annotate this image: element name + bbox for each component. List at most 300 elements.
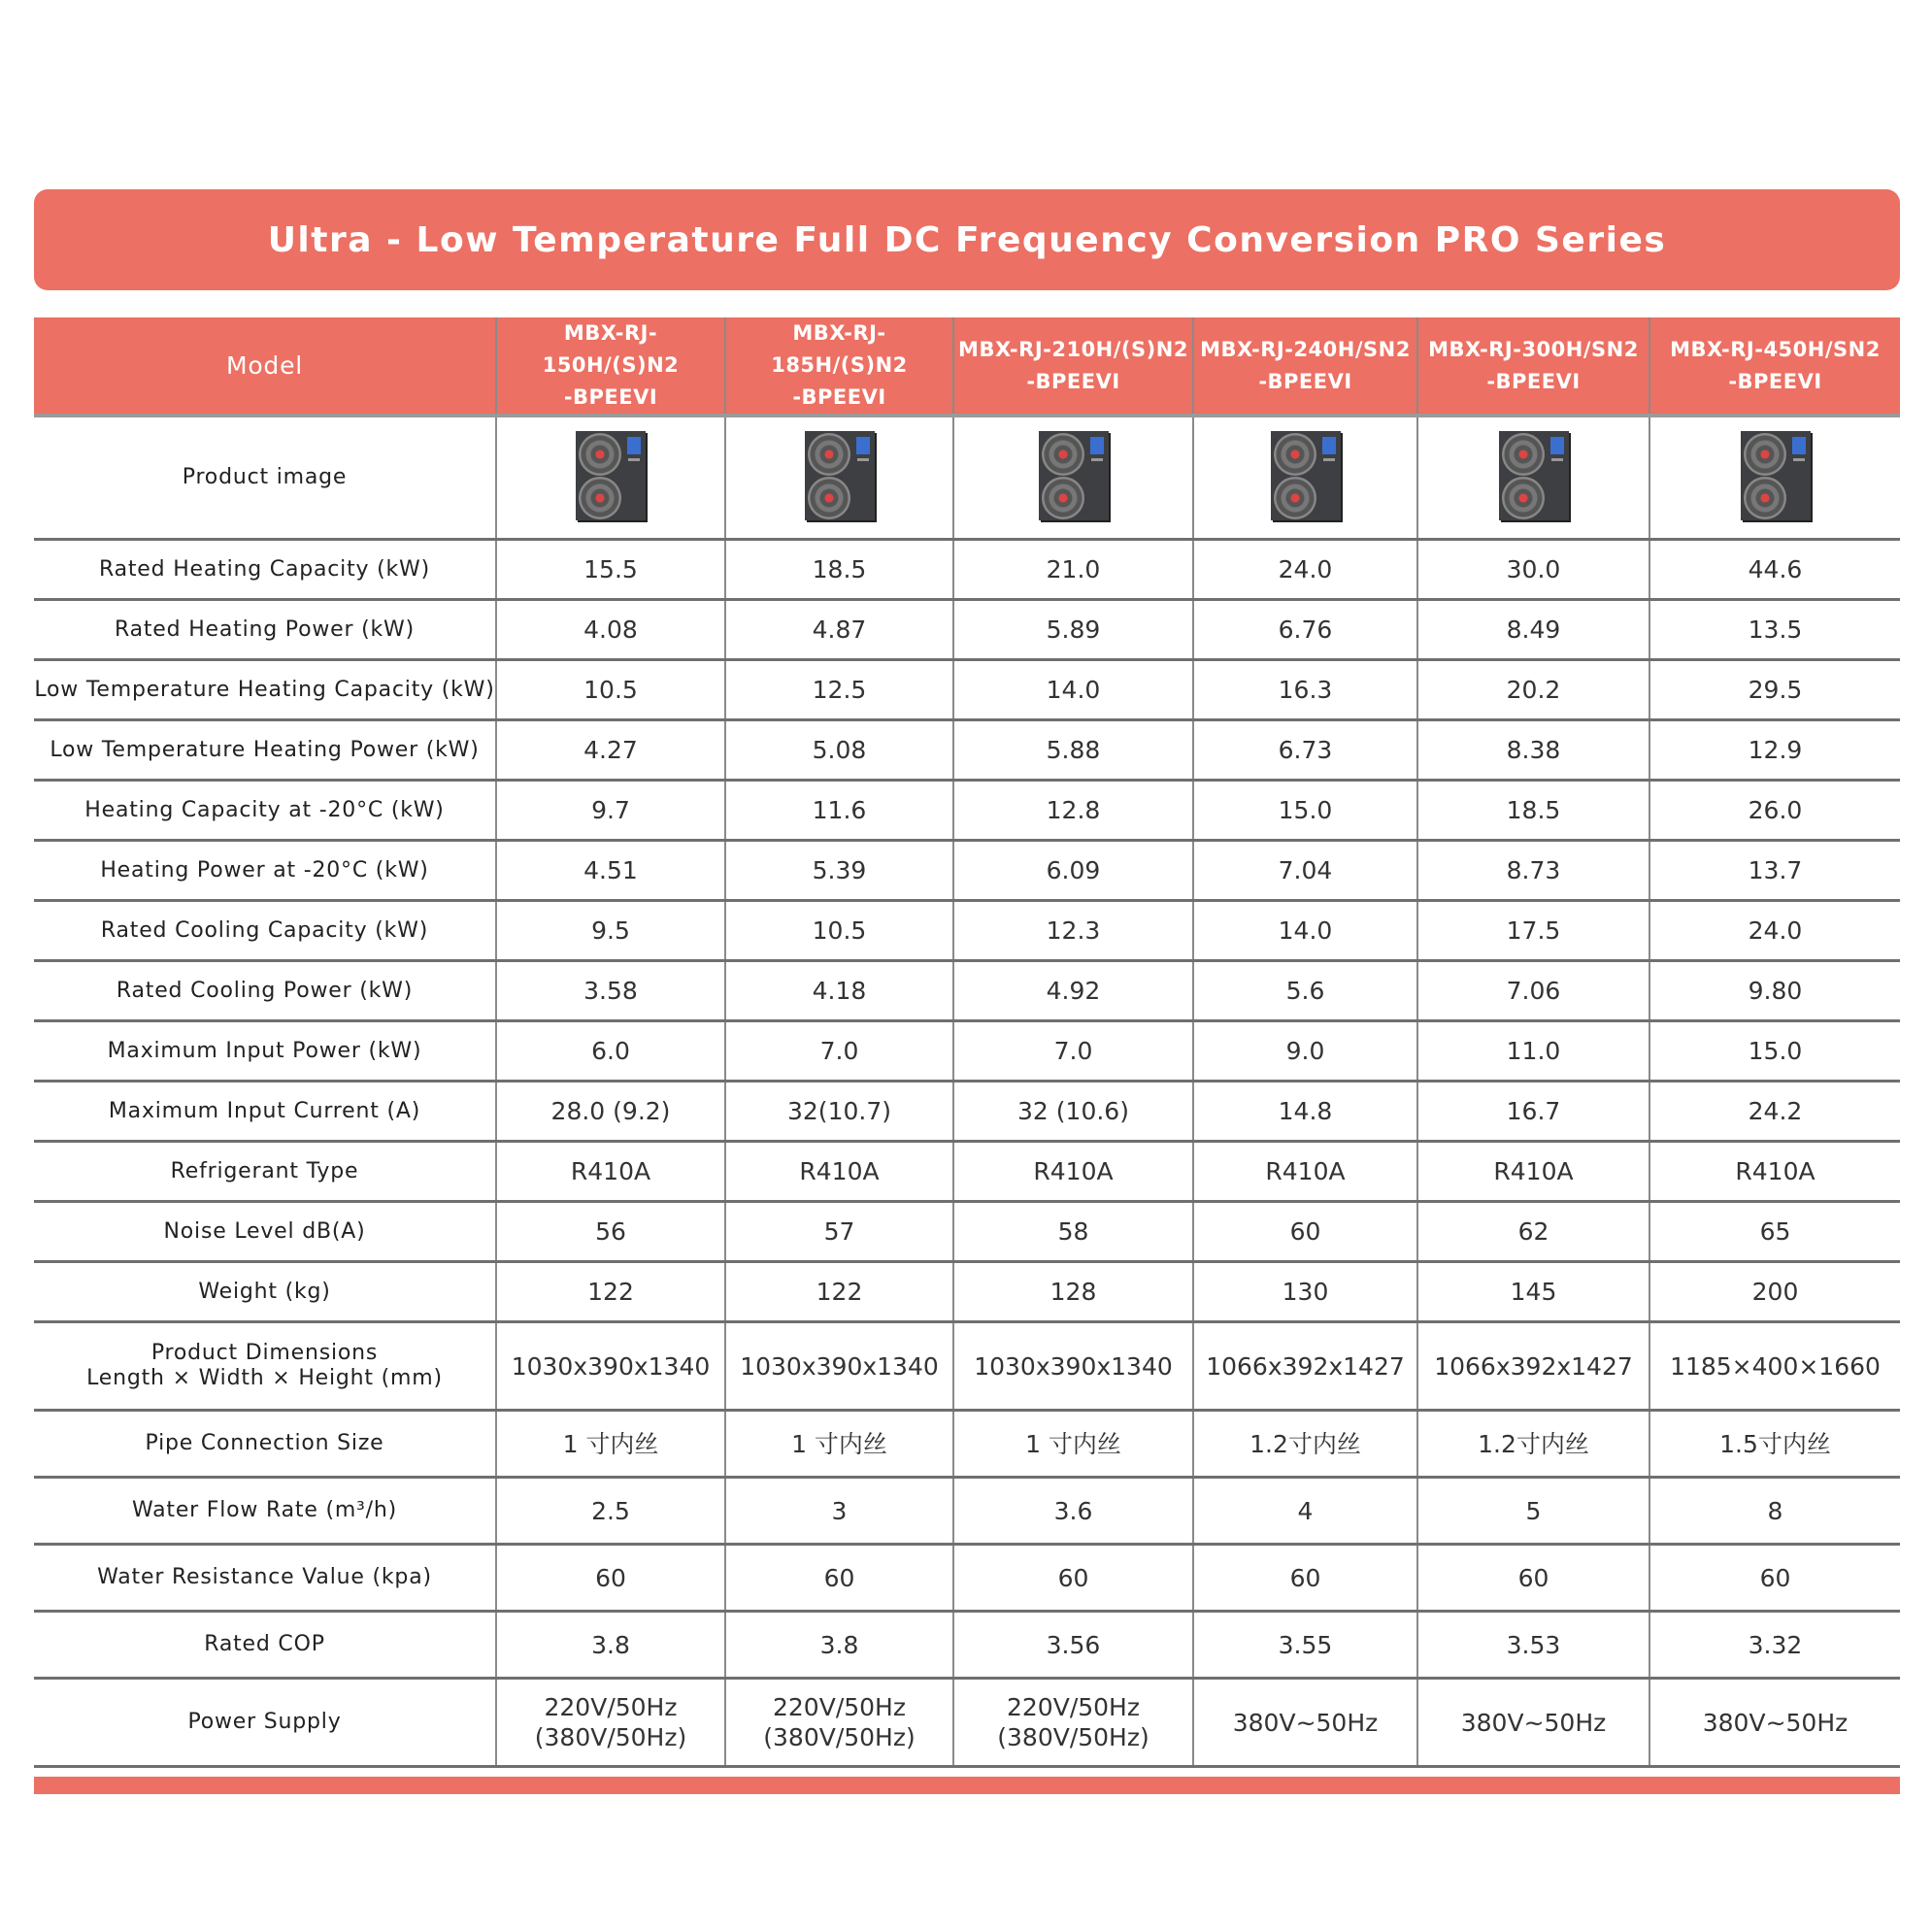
- spec-table-body: [34, 317, 1900, 1767]
- spec-value-text: 60: [1057, 1563, 1089, 1592]
- spec-value-text: (380V/50Hz): [997, 1723, 1149, 1751]
- spec-row: [34, 961, 1900, 1021]
- spec-label: [34, 781, 496, 841]
- spec-value: [1193, 1082, 1417, 1142]
- spec-row: [34, 540, 1900, 600]
- spec-value: [1193, 781, 1417, 841]
- spec-value-text: 18.5: [1506, 796, 1561, 824]
- spec-value: [1649, 1612, 1900, 1679]
- spec-row: [34, 1021, 1900, 1082]
- spec-label: [34, 901, 496, 961]
- spec-value-text: 5.6: [1285, 977, 1325, 1005]
- spec-value: [725, 841, 953, 901]
- heat-pump-unit-icon: [805, 431, 875, 520]
- model-name-line: -BPEEVI: [1728, 369, 1822, 393]
- spec-value: [1417, 1679, 1649, 1767]
- spec-value-text: 8: [1767, 1496, 1783, 1525]
- product-image-cell: [953, 416, 1193, 540]
- product-image-cell: [1649, 416, 1900, 540]
- spec-label-text: Refrigerant Type: [170, 1158, 359, 1183]
- spec-value-text: 3.32: [1748, 1630, 1803, 1659]
- spec-row: [34, 1262, 1900, 1322]
- spec-value: [953, 1411, 1193, 1478]
- spec-value: [1417, 540, 1649, 600]
- model-header-cell: [1649, 317, 1900, 416]
- spec-value: [496, 1082, 725, 1142]
- spec-value-text: 4.27: [583, 736, 638, 764]
- spec-value-text: 128: [1049, 1278, 1097, 1306]
- header-row: [34, 317, 1900, 416]
- spec-value: [1193, 1021, 1417, 1082]
- spec-value-text: 11.6: [812, 796, 867, 824]
- spec-value-text: 9.5: [591, 916, 630, 945]
- spec-value-text: 5: [1525, 1496, 1542, 1525]
- spec-label-text: Pipe Connection Size: [145, 1431, 384, 1455]
- spec-label: [34, 720, 496, 781]
- title-banner: [34, 189, 1900, 290]
- model-name-line: -BPEEVI: [792, 385, 886, 409]
- model-header-cell: [1193, 317, 1417, 416]
- spec-value-text: 1.2寸内丝: [1249, 1429, 1361, 1458]
- spec-value: [953, 781, 1193, 841]
- spec-label: [34, 1679, 496, 1767]
- spec-value: [496, 1021, 725, 1082]
- product-image-cell: [1193, 416, 1417, 540]
- spec-label-text: Water Flow Rate (m³/h): [131, 1498, 398, 1522]
- spec-value-text: 7.0: [819, 1037, 859, 1065]
- spec-label-text: Rated Heating Power (kW): [115, 616, 415, 642]
- spec-value: [1649, 540, 1900, 600]
- spec-value-text: 130: [1282, 1278, 1329, 1306]
- spec-value: [496, 600, 725, 660]
- spec-value-text: 6.76: [1278, 616, 1333, 644]
- spec-value: [1649, 1478, 1900, 1545]
- spec-value-text: 10.5: [583, 676, 638, 704]
- spec-value-text: 4.08: [583, 616, 638, 644]
- spec-value-text: 8.38: [1506, 736, 1561, 764]
- spec-value: [953, 720, 1193, 781]
- spec-value-text: 16.3: [1278, 676, 1333, 704]
- spec-value: [1649, 1411, 1900, 1478]
- spec-value: [496, 720, 725, 781]
- spec-value-text: 65: [1759, 1217, 1791, 1246]
- spec-value-text: 12.8: [1046, 796, 1101, 824]
- spec-value-text: 1.2寸内丝: [1478, 1429, 1589, 1458]
- spec-value-text: 24.0: [1278, 555, 1333, 583]
- spec-value-text: R410A: [1735, 1157, 1815, 1185]
- spec-value: [1649, 660, 1900, 720]
- spec-value-text: 3.8: [591, 1630, 630, 1659]
- spec-label-text: Heating Power at -20°C (kW): [100, 857, 429, 883]
- spec-value-text: 1 寸内丝: [562, 1429, 659, 1458]
- spec-label: [34, 1478, 496, 1545]
- spec-value: [1649, 1545, 1900, 1612]
- spec-value-text: 3.58: [583, 977, 638, 1005]
- spec-value-text: 14.0: [1046, 676, 1101, 704]
- spec-value-text: 44.6: [1748, 555, 1803, 583]
- spec-value-text: 5.39: [812, 856, 867, 884]
- spec-value-text: 3.53: [1506, 1630, 1561, 1659]
- spec-row: [34, 1322, 1900, 1411]
- spec-row: [34, 600, 1900, 660]
- spec-value-text: 4.18: [812, 977, 867, 1005]
- spec-value-text: 3.56: [1046, 1630, 1101, 1659]
- spec-value-text: 13.7: [1748, 856, 1803, 884]
- spec-value: [725, 901, 953, 961]
- spec-value-text: 1066x392x1427: [1434, 1351, 1633, 1381]
- model-header-cell: [496, 317, 725, 416]
- spec-value: [1193, 1202, 1417, 1262]
- spec-value: [1649, 720, 1900, 781]
- spec-value-text: 58: [1057, 1217, 1089, 1246]
- spec-label: [34, 660, 496, 720]
- spec-value-text: 5.08: [812, 736, 867, 764]
- spec-value-text: 17.5: [1506, 916, 1561, 945]
- spec-value: [1193, 600, 1417, 660]
- spec-value: [953, 961, 1193, 1021]
- spec-value: [1417, 660, 1649, 720]
- spec-value: [953, 1612, 1193, 1679]
- spec-value: [1193, 1322, 1417, 1411]
- spec-value-text: 14.8: [1278, 1097, 1333, 1125]
- spec-value-text: 8.73: [1506, 856, 1561, 884]
- spec-value-text: 4.92: [1046, 977, 1101, 1005]
- spec-value-text: 24.0: [1748, 916, 1803, 945]
- spec-label: [34, 600, 496, 660]
- spec-value: [725, 1202, 953, 1262]
- spec-value-text: 60: [1289, 1217, 1321, 1246]
- spec-value-text: 7.06: [1506, 977, 1561, 1005]
- spec-value: [953, 1262, 1193, 1322]
- spec-value-text: (380V/50Hz): [534, 1723, 687, 1751]
- spec-label-text: Water Resistance Value (kpa): [97, 1565, 432, 1589]
- spec-label: [34, 1322, 496, 1411]
- spec-value-text: 4: [1297, 1496, 1314, 1525]
- spec-value: [496, 1262, 725, 1322]
- spec-value-text: 12.5: [812, 676, 867, 704]
- spec-value: [1193, 1612, 1417, 1679]
- product-image-cell: [1417, 416, 1649, 540]
- spec-value-text: 1.5寸内丝: [1719, 1429, 1831, 1458]
- model-header-cell: [725, 317, 953, 416]
- spec-row: [34, 901, 1900, 961]
- spec-value: [1649, 600, 1900, 660]
- spec-label: [34, 1142, 496, 1202]
- spec-value: [953, 1322, 1193, 1411]
- spec-value-text: 3.55: [1278, 1630, 1333, 1659]
- spec-value: [496, 660, 725, 720]
- spec-label: [34, 1082, 496, 1142]
- model-name-line: -BPEEVI: [1486, 369, 1581, 393]
- spec-row: [34, 1679, 1900, 1767]
- spec-value-text: 16.7: [1506, 1097, 1561, 1125]
- spec-value: [1649, 1142, 1900, 1202]
- spec-value: [1649, 1322, 1900, 1411]
- spec-row: [34, 781, 1900, 841]
- spec-value: [496, 1202, 725, 1262]
- spec-value-text: 32(10.7): [787, 1097, 891, 1125]
- spec-value: [725, 1679, 953, 1767]
- spec-value-text: 60: [1517, 1563, 1549, 1592]
- spec-value-text: 15.0: [1278, 796, 1333, 824]
- spec-value-text: 200: [1751, 1278, 1799, 1306]
- spec-value: [725, 540, 953, 600]
- spec-row: [34, 841, 1900, 901]
- spec-value-text: 4.87: [812, 616, 867, 644]
- spec-value-text: 13.5: [1748, 616, 1803, 644]
- spec-value: [953, 600, 1193, 660]
- spec-value-text: R410A: [1265, 1157, 1346, 1185]
- spec-value-text: R410A: [570, 1157, 651, 1185]
- spec-value: [496, 1322, 725, 1411]
- spec-value-text: 9.0: [1285, 1037, 1325, 1065]
- spec-value-text: 4.51: [583, 856, 638, 884]
- spec-value-text: 15.5: [583, 555, 638, 583]
- spec-row: [34, 1142, 1900, 1202]
- spec-value-text: 14.0: [1278, 916, 1333, 945]
- spec-value-text: 3: [831, 1496, 848, 1525]
- spec-value: [953, 841, 1193, 901]
- spec-value: [953, 1142, 1193, 1202]
- model-name-line: MBX-RJ-185H/(S)N2: [771, 321, 908, 377]
- spec-value: [1417, 1478, 1649, 1545]
- spec-value-text: 62: [1517, 1217, 1549, 1246]
- spec-value: [1417, 600, 1649, 660]
- spec-value: [1417, 1411, 1649, 1478]
- spec-value-text: 380V~50Hz: [1460, 1708, 1607, 1737]
- model-name-line: MBX-RJ-300H/SN2: [1428, 337, 1639, 361]
- product-image-cell: [496, 416, 725, 540]
- spec-table: [34, 317, 1900, 1768]
- spec-value-text: 220V/50Hz: [544, 1693, 678, 1721]
- page-title: Ultra - Low Temperature Full DC Frequency Conversion PRO Series: [267, 219, 1667, 260]
- spec-value-text: 29.5: [1748, 676, 1803, 704]
- product-image-cell: [725, 416, 953, 540]
- spec-value-text: 1 寸内丝: [791, 1429, 887, 1458]
- spec-value-text: 56: [595, 1217, 626, 1246]
- spec-value: [1417, 901, 1649, 961]
- spec-value: [496, 781, 725, 841]
- spec-value-text: 9.7: [591, 796, 630, 824]
- header-label: Model: [34, 317, 496, 416]
- spec-value: [1649, 1082, 1900, 1142]
- spec-value: [725, 1322, 953, 1411]
- spec-value-text: 6.09: [1046, 856, 1101, 884]
- spec-label-text: Low Temperature Heating Capacity (kW): [34, 677, 495, 702]
- spec-value-text: R410A: [1493, 1157, 1574, 1185]
- spec-value: [496, 1142, 725, 1202]
- spec-label-text: Maximum Input Power (kW): [107, 1038, 422, 1063]
- spec-value: [1417, 720, 1649, 781]
- spec-value: [1193, 841, 1417, 901]
- spec-value: [1417, 1082, 1649, 1142]
- spec-value-text: 145: [1510, 1278, 1557, 1306]
- spec-value-text: 8.49: [1506, 616, 1561, 644]
- spec-value: [1193, 720, 1417, 781]
- model-name-line: MBX-RJ-240H/SN2: [1200, 337, 1411, 361]
- spec-value-text: 60: [823, 1563, 855, 1592]
- spec-value: [496, 961, 725, 1021]
- spec-value: [1649, 1679, 1900, 1767]
- spec-value: [496, 1545, 725, 1612]
- spec-value: [1417, 1262, 1649, 1322]
- spec-label-text: Rated COP: [204, 1632, 325, 1656]
- model-name-line: -BPEEVI: [563, 385, 658, 409]
- spec-value-text: 122: [816, 1278, 863, 1306]
- spec-value-text: 1066x392x1427: [1206, 1351, 1405, 1381]
- spec-value-text: 6.73: [1278, 736, 1333, 764]
- spec-value-text: 28.0 (9.2): [550, 1097, 671, 1125]
- spec-value-text: 15.0: [1748, 1037, 1803, 1065]
- spec-value: [496, 1679, 725, 1767]
- spec-value-text: R410A: [1033, 1157, 1114, 1185]
- spec-value-text: 12.9: [1748, 736, 1803, 764]
- spec-value-text: 7.0: [1053, 1037, 1093, 1065]
- spec-label: [34, 1021, 496, 1082]
- spec-value-text: 6.0: [591, 1037, 630, 1065]
- spec-value-text: 60: [1289, 1563, 1321, 1592]
- spec-value-text: 1030x390x1340: [740, 1351, 939, 1381]
- spec-value-text: 5.89: [1046, 616, 1101, 644]
- spec-value-text: 380V~50Hz: [1232, 1708, 1379, 1737]
- spec-row: [34, 1411, 1900, 1478]
- model-name-line: MBX-RJ-150H/(S)N2: [542, 321, 680, 377]
- spec-value: [1417, 1142, 1649, 1202]
- spec-value: [1417, 1021, 1649, 1082]
- spec-value-text: 1185×400×1660: [1670, 1351, 1881, 1381]
- spec-value: [725, 1411, 953, 1478]
- heat-pump-unit-icon: [1039, 431, 1109, 520]
- spec-value: [496, 1411, 725, 1478]
- spec-value: [725, 1021, 953, 1082]
- spec-value: [1193, 1478, 1417, 1545]
- spec-value: [1417, 1545, 1649, 1612]
- spec-label-text: Length × Width × Height (mm): [86, 1366, 443, 1390]
- spec-value: [953, 1545, 1193, 1612]
- spec-value-text: 18.5: [812, 555, 867, 583]
- spec-value: [725, 781, 953, 841]
- spec-value-text: 220V/50Hz: [1007, 1693, 1140, 1721]
- spec-value-text: R410A: [799, 1157, 880, 1185]
- spec-row: [34, 1545, 1900, 1612]
- spec-value: [1417, 961, 1649, 1021]
- spec-value: [725, 1262, 953, 1322]
- model-name-line: -BPEEVI: [1258, 369, 1352, 393]
- spec-label-text: Heating Capacity at -20°C (kW): [84, 797, 445, 822]
- spec-value-text: 60: [595, 1563, 626, 1592]
- spec-value: [953, 660, 1193, 720]
- spec-value-text: 1030x390x1340: [511, 1351, 711, 1381]
- spec-value: [725, 961, 953, 1021]
- spec-value: [1417, 781, 1649, 841]
- spec-label: [34, 1202, 496, 1262]
- spec-value: [1417, 1612, 1649, 1679]
- spec-label: [34, 1411, 496, 1478]
- product-image-label: Product image: [34, 416, 496, 540]
- spec-row: [34, 1082, 1900, 1142]
- spec-value: [1193, 1679, 1417, 1767]
- spec-label: [34, 1612, 496, 1679]
- spec-value: [1193, 1142, 1417, 1202]
- spec-value: [953, 901, 1193, 961]
- spec-value: [1649, 781, 1900, 841]
- spec-value-text: 60: [1759, 1563, 1791, 1592]
- spec-value: [725, 600, 953, 660]
- spec-value: [725, 1142, 953, 1202]
- spec-value: [1649, 1021, 1900, 1082]
- spec-row: [34, 720, 1900, 781]
- spec-value: [725, 720, 953, 781]
- spec-value: [725, 1082, 953, 1142]
- spec-value-text: 24.2: [1748, 1097, 1803, 1125]
- spec-value-text: 11.0: [1506, 1037, 1561, 1065]
- model-name-line: -BPEEVI: [1026, 369, 1120, 393]
- spec-value: [1649, 961, 1900, 1021]
- spec-value-text: 26.0: [1748, 796, 1803, 824]
- spec-value: [1649, 841, 1900, 901]
- spec-value: [953, 540, 1193, 600]
- spec-label-text: Product Dimensions: [150, 1341, 379, 1365]
- spec-value: [1649, 1262, 1900, 1322]
- spec-value: [953, 1679, 1193, 1767]
- spec-value-text: 57: [823, 1217, 855, 1246]
- spec-label: [34, 961, 496, 1021]
- heat-pump-unit-icon: [1741, 431, 1811, 520]
- spec-value-text: (380V/50Hz): [763, 1723, 916, 1751]
- spec-value: [725, 1478, 953, 1545]
- spec-value: [496, 1478, 725, 1545]
- spec-value: [953, 1082, 1193, 1142]
- heat-pump-unit-icon: [1271, 431, 1341, 520]
- spec-value-text: 9.80: [1748, 977, 1803, 1005]
- footer-bar: [34, 1777, 1900, 1794]
- spec-value: [1649, 901, 1900, 961]
- spec-value-text: 7.04: [1278, 856, 1333, 884]
- spec-label-text: Low Temperature Heating Power (kW): [50, 737, 480, 762]
- spec-value-text: 220V/50Hz: [773, 1693, 906, 1721]
- heat-pump-unit-icon: [576, 431, 646, 520]
- spec-value-text: 122: [587, 1278, 634, 1306]
- spec-row: [34, 660, 1900, 720]
- spec-label: [34, 1262, 496, 1322]
- spec-value: [725, 1612, 953, 1679]
- spec-label-text: Rated Cooling Capacity (kW): [100, 917, 429, 943]
- spec-value: [1417, 1202, 1649, 1262]
- spec-value: [725, 660, 953, 720]
- spec-value: [496, 901, 725, 961]
- spec-value-text: 32 (10.6): [1017, 1097, 1129, 1125]
- spec-value: [1193, 1411, 1417, 1478]
- spec-value: [1193, 901, 1417, 961]
- spec-value: [1193, 961, 1417, 1021]
- spec-label-text: Noise Level dB(A): [163, 1218, 366, 1244]
- spec-value: [1649, 1202, 1900, 1262]
- spec-value: [953, 1202, 1193, 1262]
- spec-label-text: Power Supply: [187, 1710, 342, 1734]
- spec-row: [34, 1202, 1900, 1262]
- spec-value-text: 12.3: [1046, 916, 1101, 945]
- spec-label-text: Weight (kg): [198, 1279, 331, 1304]
- spec-label-text: Rated Cooling Power (kW): [116, 978, 414, 1003]
- spec-value-text: 3.6: [1053, 1496, 1093, 1525]
- spec-value: [1193, 660, 1417, 720]
- spec-label: [34, 1545, 496, 1612]
- product-image-row: [34, 416, 1900, 540]
- spec-value-text: 380V~50Hz: [1702, 1708, 1849, 1737]
- spec-value-text: 10.5: [812, 916, 867, 945]
- spec-value: [953, 1478, 1193, 1545]
- spec-value: [725, 1545, 953, 1612]
